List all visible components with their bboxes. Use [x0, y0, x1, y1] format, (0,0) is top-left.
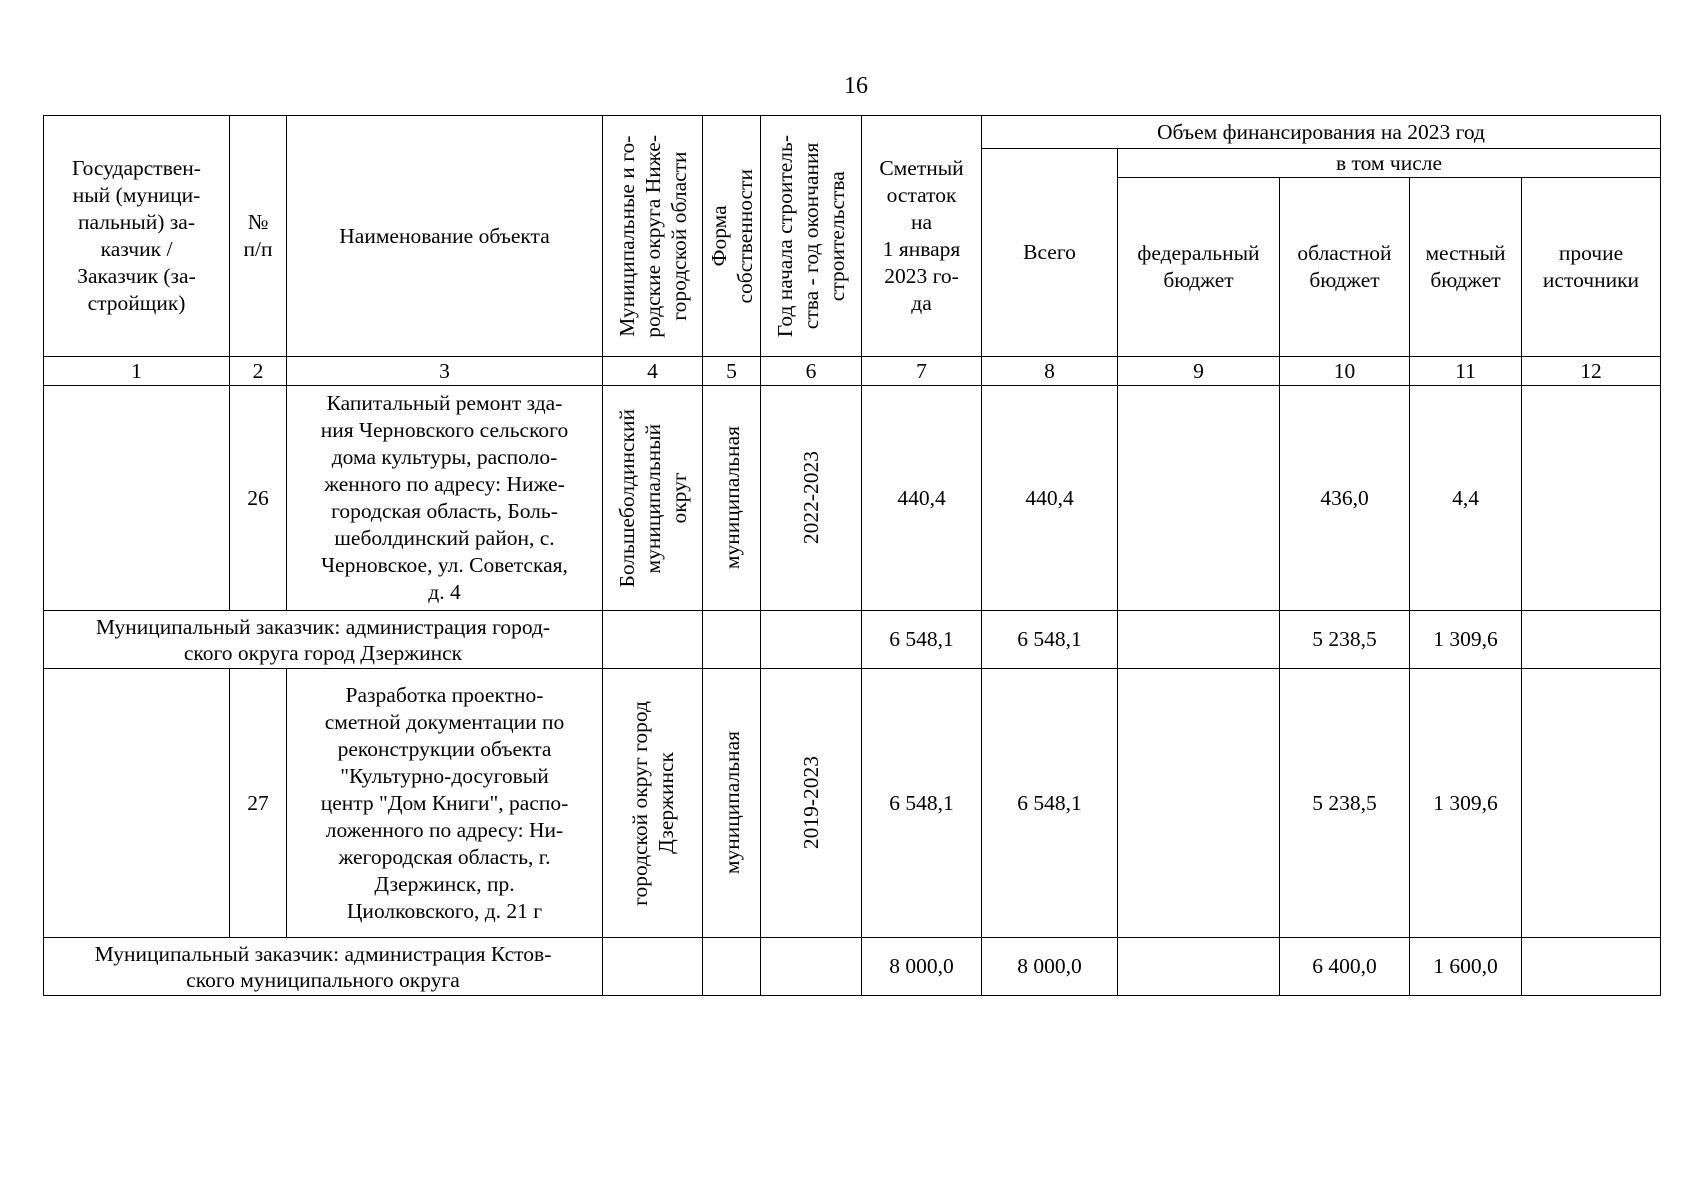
cell-municipality: Большеболдинский муниципальный округ	[603, 386, 703, 611]
cell-ownership: муниципальная	[703, 669, 761, 938]
header-municipality: Муниципальные и го- родские округа Ниже- городской области	[603, 116, 703, 357]
cell-total: 8 000,0	[982, 938, 1118, 996]
table-row-object-27	[44, 669, 1661, 938]
cell-regional: 5 238,5	[1280, 611, 1410, 669]
header-estimate-balance: Сметный остаток на 1 января 2023 го- да	[862, 116, 982, 357]
cell-ownership	[703, 611, 761, 669]
cell-municipality: городской округ город Дзержинск	[603, 669, 703, 938]
cell-other	[1522, 386, 1661, 611]
cell-number: 27	[230, 669, 287, 938]
header-number: № п/п	[230, 116, 287, 357]
cell-estimate: 8 000,0	[862, 938, 982, 996]
cell-federal	[1118, 611, 1280, 669]
table-row-customer-dzerzhinsk	[44, 611, 1661, 669]
cell-customer-name: Муниципальный заказчик: администрация город- ского округа город Дзержинск	[44, 611, 603, 669]
cell-estimate: 6 548,1	[862, 611, 982, 669]
cell-customer	[44, 669, 230, 938]
cell-other	[1522, 611, 1661, 669]
cell-customer	[44, 386, 230, 611]
header-local: местный бюджет	[1410, 178, 1522, 357]
cell-years: 2022-2023	[761, 386, 862, 611]
cell-other	[1522, 669, 1661, 938]
column-number: 1	[44, 357, 230, 386]
cell-years	[761, 938, 862, 996]
cell-years	[761, 611, 862, 669]
column-number: 7	[862, 357, 982, 386]
header-federal: федеральный бюджет	[1118, 178, 1280, 357]
cell-estimate: 440,4	[862, 386, 982, 611]
cell-local: 4,4	[1410, 386, 1522, 611]
header-ownership: Форма собственности	[703, 116, 761, 357]
header-years: Год начала строитель- ства - год окончания строительства	[761, 116, 862, 357]
header-row-1	[44, 116, 1661, 149]
page-number: 16	[844, 73, 868, 99]
cell-years: 2019-2023	[761, 669, 862, 938]
financing-table	[43, 115, 1661, 996]
cell-federal	[1118, 386, 1280, 611]
cell-ownership: муниципальная	[703, 386, 761, 611]
cell-federal	[1118, 938, 1280, 996]
cell-local: 1 600,0	[1410, 938, 1522, 996]
column-number: 11	[1410, 357, 1522, 386]
column-number: 8	[982, 357, 1118, 386]
header-object-name: Наименование объекта	[287, 116, 603, 357]
cell-object-name: Разработка проектно- сметной документации по реконструкции объекта "Культурно-досуговый центр "Дом Книги", распо- ложенного по адресу: Ни- жегородская область, г. Дзержинск, пр. Циолковского, д. 21 г	[287, 669, 603, 938]
cell-number: 26	[230, 386, 287, 611]
cell-ownership	[703, 938, 761, 996]
header-total: Всего	[982, 149, 1118, 357]
header-regional: областной бюджет	[1280, 178, 1410, 357]
column-number: 4	[603, 357, 703, 386]
cell-other	[1522, 938, 1661, 996]
cell-estimate: 6 548,1	[862, 669, 982, 938]
column-number: 10	[1280, 357, 1410, 386]
column-number: 2	[230, 357, 287, 386]
cell-federal	[1118, 669, 1280, 938]
cell-total: 6 548,1	[982, 669, 1118, 938]
table-row-object-26	[44, 386, 1661, 611]
cell-total: 6 548,1	[982, 611, 1118, 669]
cell-customer-name: Муниципальный заказчик: администрация Кстов- ского муниципального округа	[44, 938, 603, 996]
cell-local: 1 309,6	[1410, 611, 1522, 669]
cell-object-name: Капитальный ремонт зда- ния Черновского сельского дома культуры, располо- женного по адресу: Ниже- городская область, Боль- шеболдинский район, с. Черновское, ул. Советская, д. 4	[287, 386, 603, 611]
cell-total: 440,4	[982, 386, 1118, 611]
cell-local: 1 309,6	[1410, 669, 1522, 938]
column-number: 12	[1522, 357, 1661, 386]
column-number: 9	[1118, 357, 1280, 386]
column-numbers-row	[44, 357, 1661, 386]
column-number: 3	[287, 357, 603, 386]
header-funding-title: Объем финансирования на 2023 год	[982, 116, 1661, 149]
header-including: в том числе	[1118, 149, 1661, 178]
column-number: 5	[703, 357, 761, 386]
cell-regional: 5 238,5	[1280, 669, 1410, 938]
cell-regional: 6 400,0	[1280, 938, 1410, 996]
cell-municipality	[603, 938, 703, 996]
header-other: прочие источники	[1522, 178, 1661, 357]
table-row-customer-kstovo	[44, 938, 1661, 996]
column-number: 6	[761, 357, 862, 386]
header-customer: Государствен- ный (муници- пальный) за- казчик / Заказчик (за- стройщик)	[44, 116, 230, 357]
cell-regional: 436,0	[1280, 386, 1410, 611]
cell-municipality	[603, 611, 703, 669]
